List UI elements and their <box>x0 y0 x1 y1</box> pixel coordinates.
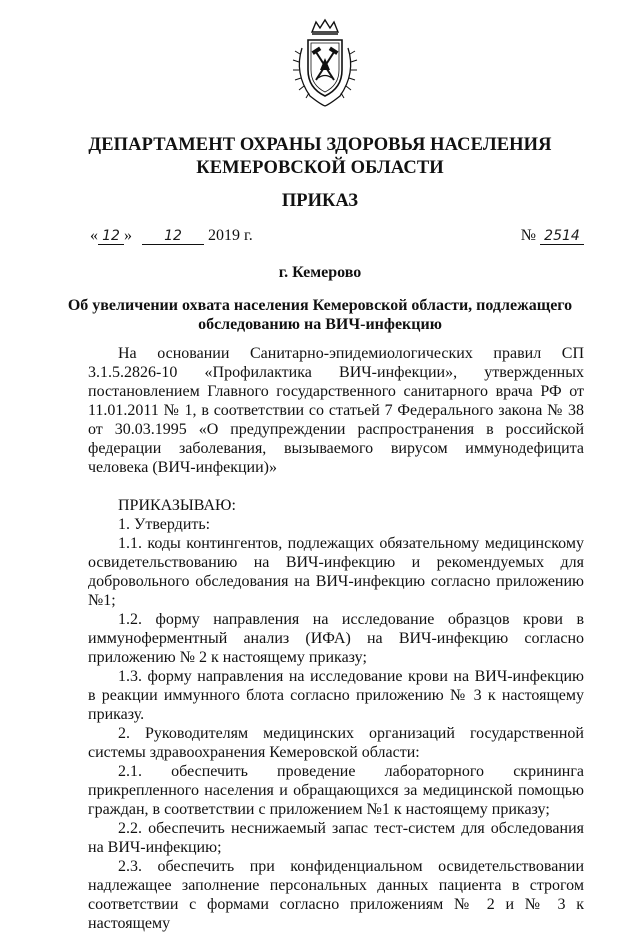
order-number <box>521 227 584 245</box>
date-year: 2019 г. <box>208 227 253 244</box>
clause-1-2: 1.2. форму направления на исследование образцов крови в иммуноферментный анализ (ИФА) на ВИЧ-инфекцию согласно приложению № 2 к настоящему приказу; <box>88 611 584 666</box>
clause-1: 1. Утвердить: <box>118 516 211 533</box>
clause-1-3: 1.3. форму направления на исследование крови на ВИЧ-инфекцию в реакции иммунного блота согласно приложению № 3 к настоящему приказу. <box>88 668 584 723</box>
department-name <box>60 134 580 180</box>
clause-2: 2. Руководителям медицинских организаций государственной системы здравоохранения Кемеровской области: <box>88 725 584 761</box>
order-body <box>88 344 584 933</box>
order-number-value: 2514 <box>540 228 584 245</box>
document-type: ПРИКАЗ <box>281 191 359 211</box>
kemerovo-coat-of-arms-icon <box>290 18 360 108</box>
order-subject-line2: обследованию на ВИЧ-инфекцию <box>198 316 442 333</box>
date-open-quote: « <box>90 227 98 244</box>
clause-2-1: 2.1. обеспечить проведение лабораторного скрининга прикрепленного населения и обращающихся за медицинской помощью граждан, в соответствии с приложением №1 к настоящему приказу; <box>88 763 584 818</box>
issue-city: г. Кемерово <box>278 264 362 281</box>
order-keyword: ПРИКАЗЫВАЮ: <box>118 497 236 514</box>
date-close-quote: » <box>124 227 132 244</box>
order-number-prefix: № <box>520 227 536 244</box>
department-name-line2: КЕМЕРОВСКОЙ ОБЛАСТИ <box>196 158 444 178</box>
preamble-paragraph: На основании Санитарно-эпидемиологических правил СП 3.1.5.2826-10 «Профилактика ВИЧ-инфекции», утвержденных постановлением Главного государственного санитарного врача РФ от 11.01.2011 № 1, в соответствии со статьей 7 Федерального закона № 38 от 30.03.1995 «О предупреждении распространения в российской федерации заболевания, вызываемого вирусом иммунодефицита человека (ВИЧ-инфекции)» <box>88 345 584 476</box>
clause-2-3: 2.3. обеспечить при конфиденциальном освидетельствовании надлежащее заполнение персональных данных пациента в строгом соответствии с формами согласно приложениям № 2 и № 3 к настоящему <box>88 858 584 932</box>
order-date <box>90 227 253 245</box>
date-month: 12 <box>142 228 204 245</box>
order-subject-line1: Об увеличении охвата населения Кемеровской области, подлежащего <box>67 297 573 314</box>
department-name-line1: ДЕПАРТАМЕНТ ОХРАНЫ ЗДОРОВЬЯ НАСЕЛЕНИЯ <box>88 135 552 155</box>
date-number-row <box>90 227 584 249</box>
date-day: 12 <box>98 228 124 245</box>
clause-1-1: 1.1. коды контингентов, подлежащих обязательному медицинскому освидетельствованию на ВИЧ-инфекцию и рекомендуемых для добровольного обследования на ВИЧ-инфекцию согласно приложению №1; <box>88 535 584 609</box>
clause-2-2: 2.2. обеспечить неснижаемый запас тест-систем для обследования на ВИЧ-инфекцию; <box>88 820 584 856</box>
order-subject <box>60 296 580 334</box>
